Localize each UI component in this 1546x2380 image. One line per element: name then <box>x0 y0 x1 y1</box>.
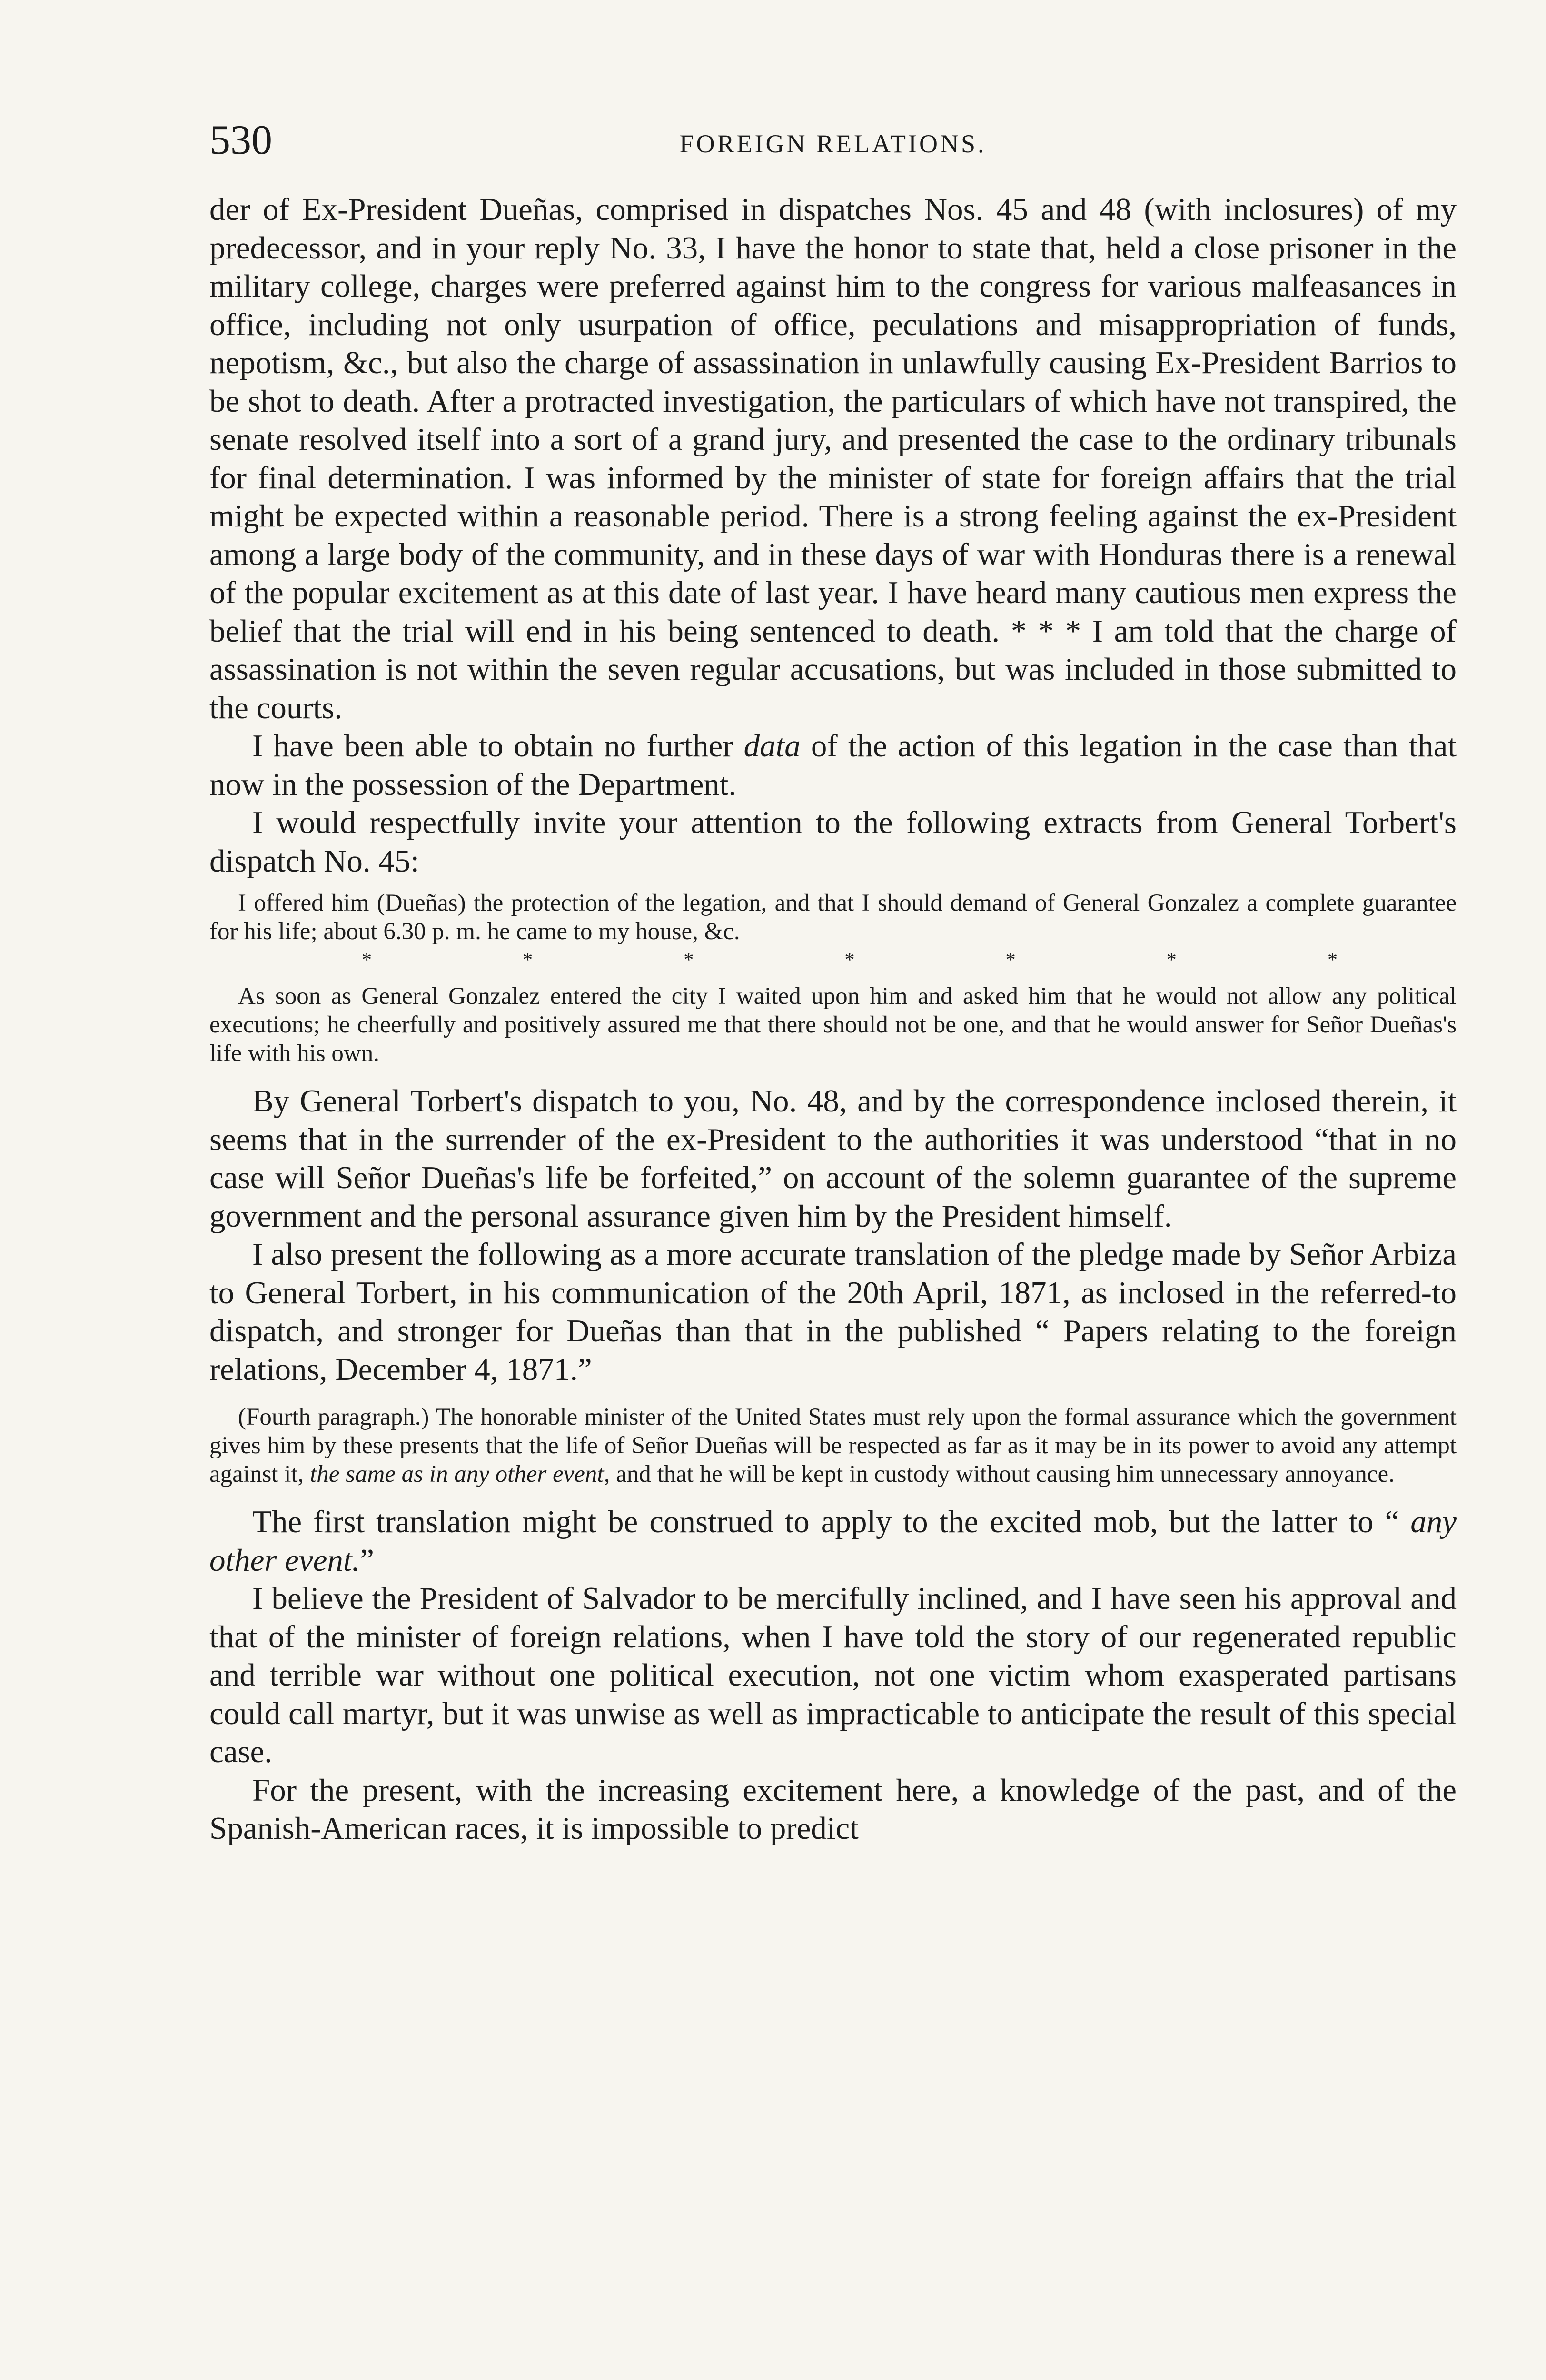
star-mark: * <box>1166 949 1177 971</box>
extract-2: As soon as General Gonzalez entered the city I waited upon him and asked him that he would not allow any political executions; he cheerfully and positively assured me that there should not be one, and that he would answer for Señor Dueñas's life with his own. <box>209 983 1457 1067</box>
star-mark: * <box>1005 949 1016 971</box>
page-number: 530 <box>209 117 272 163</box>
paragraph-6 <box>209 1503 1457 1579</box>
star-mark: * <box>684 949 694 971</box>
spacer <box>209 1488 1457 1503</box>
extract-3-italic: the same as in any other event, <box>310 1461 610 1488</box>
paragraph-4: By General Torbert's dispatch to you, No. 48, and by the correspondence inclosed therein, it seems that in the surrender of the ex-President to the authorities it was understood “that in no case will Señor Dueñas's life be forfeited,” on account of the solemn guarantee of the supreme government and the personal assurance given him by the President himself. <box>209 1083 1457 1234</box>
extract-1: I offered him (Dueñas) the protection of the legation, and that I should demand of General Gonzalez a complete guarantee for his life; about 6.30 p. m. he came to my house, &c. <box>209 890 1457 945</box>
paragraph-7: I believe the President of Salvador to be mercifully inclined, and I have seen his approval and that of the minister of foreign relations, when I have told the story of our regenerated republic and terrible war without one political execution, not one victim whom exasperated partisans could call martyr, but it was unwise as well as impracticable to anticipate the result of this special case. <box>209 1581 1457 1769</box>
extract-3-text-a: (Fourth paragraph.) The honorable minister of the United States must rely upon the formal assurance which the government gives him by these presents that the life of Señor Dueñas will be respected as far as it may be in its power to avoid any attempt against it, <box>209 1404 1457 1488</box>
spacer <box>209 1068 1457 1082</box>
paragraph-3: I would respectfully invite your attention to the following extracts from General Torbert's dispatch No. 45: <box>209 805 1457 879</box>
paragraph-2 <box>209 727 1457 803</box>
paragraph-8: For the present, with the increasing excitement here, a knowledge of the past, and of the Spanish-American races, it is impossible to predict <box>209 1772 1457 1846</box>
paragraph-2-italic: data <box>743 728 801 764</box>
page-header <box>209 114 1457 167</box>
paragraph-2-text-b: of the action of this legation in the case than that now in the possession of the Department. <box>209 728 1457 802</box>
running-head: FOREIGN RELATIONS. <box>679 129 987 158</box>
paragraph-6-italic: any other event. <box>209 1504 1457 1578</box>
spacer <box>209 880 1457 889</box>
paragraph-2-text-a: I have been able to obtain no further <box>252 728 744 764</box>
paragraph-6-text-b: ” <box>360 1542 375 1578</box>
paragraph-1: der of Ex-President Dueñas, comprised in dispatches Nos. 45 and 48 (with inclosures) of my predecessor, and in your reply No. 33, I have the honor to state that, held a close prisoner in the military college, charges were preferred against him to the congress for various malfeasances in office, including not only usurpation of office, peculations and misappropriation of funds, nepotism, &c., but also the charge of assassination in unlawfully causing Ex-President Barrios to be shot to death. After a protracted investigation, the particulars of which have not transpired, the senate resolved itself into a sort of a grand jury, and presented the case to the ordinary tribunals for final determination. I was informed by the minister of state for foreign affairs that the trial might be expected within a reasonable period. There is a strong feeling against the ex-President among a large body of the community, and in these days of war with Honduras there is a renewal of the popular excitement as at this date of last year. I have heard many cautious men express the belief that the trial will end in his being sentenced to death. * * * I am told that the charge of assassination is not within the seven regular accusations, but was included in those submitted to the courts. <box>209 192 1457 725</box>
star-mark: * <box>1327 949 1338 971</box>
extract-3 <box>209 1403 1457 1488</box>
ellipsis-stars-row <box>209 946 1457 974</box>
extract-3-text-b: and that he will be kept in custody without causing him unnecessary annoyance. <box>610 1461 1395 1488</box>
paragraph-5: I also present the following as a more accurate translation of the pledge made by Señor Arbiza to General Torbert, in his communication of the 20th April, 1871, as inclosed in the referred-to dispatch, and stronger for Dueñas than that in the published “ Papers relating to the foreign relations, December 4, 1871.” <box>209 1237 1457 1387</box>
spacer <box>209 1388 1457 1403</box>
star-mark: * <box>362 949 372 971</box>
star-mark: * <box>523 949 533 971</box>
page-body <box>209 190 1457 1848</box>
star-mark: * <box>844 949 855 971</box>
paragraph-6-text-a: The first translation might be construed to apply to the excited mob, but the latter to “ <box>252 1504 1411 1539</box>
